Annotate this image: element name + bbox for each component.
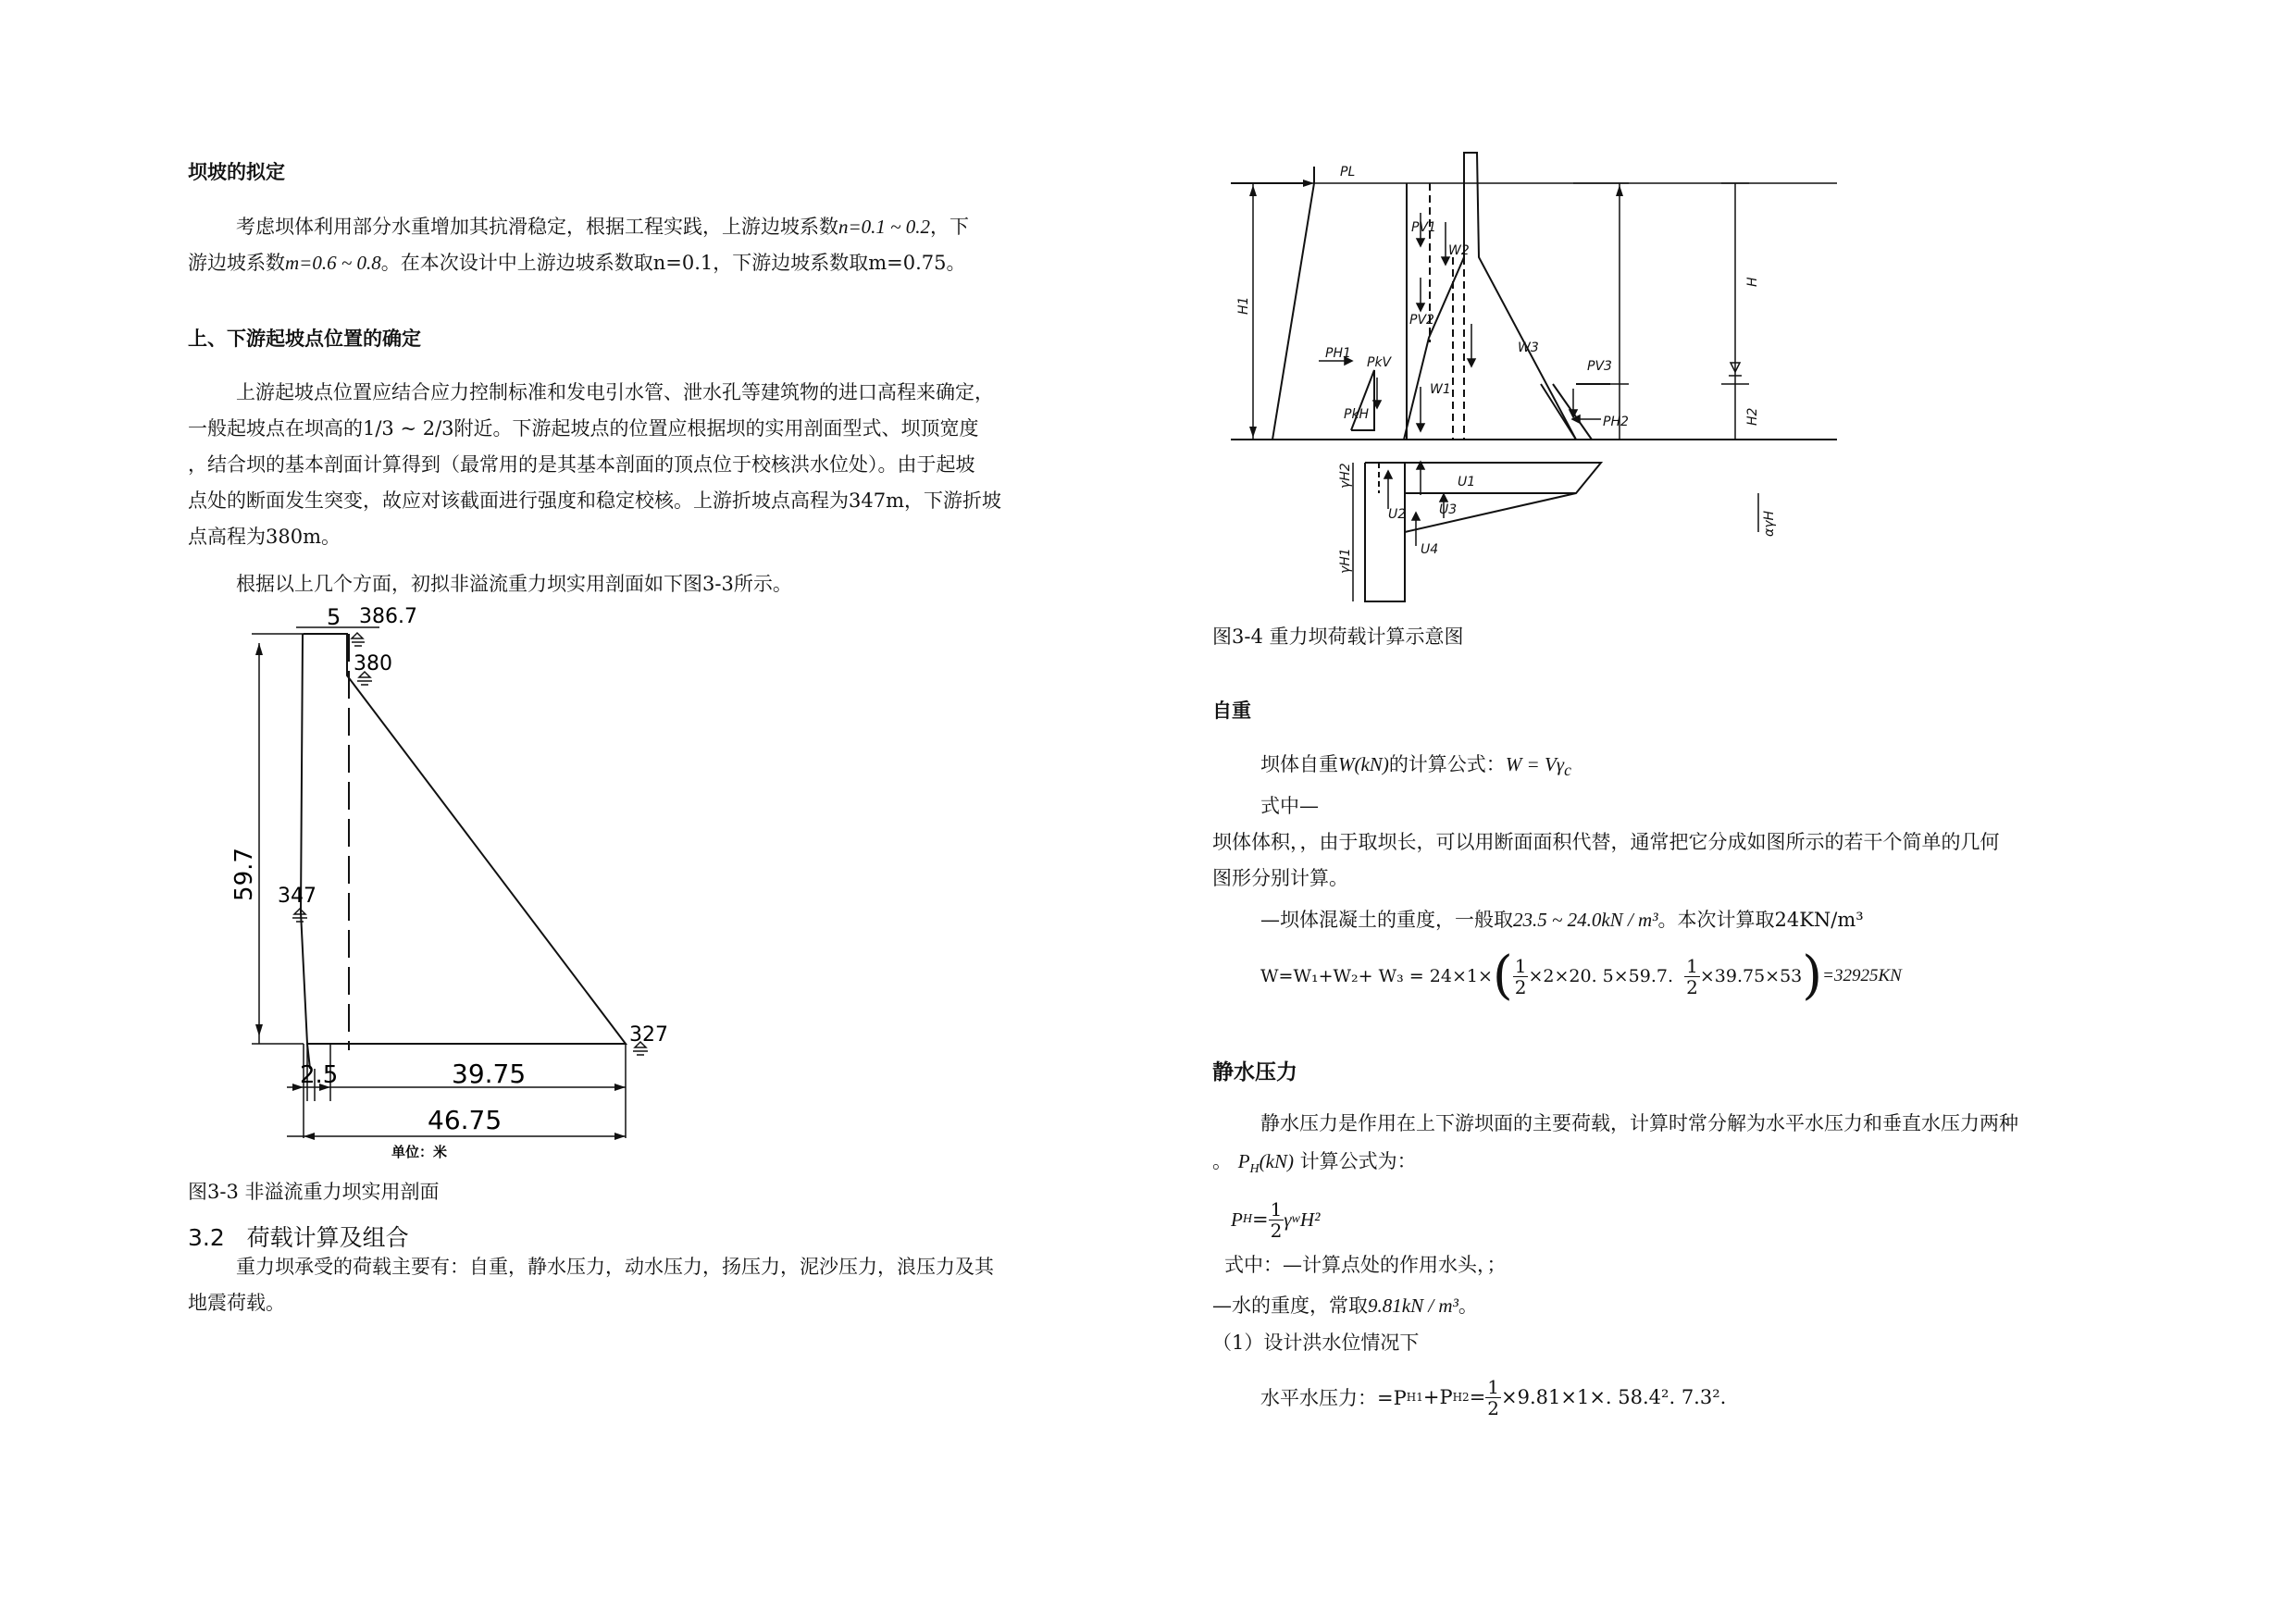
label-elev-347: 347 bbox=[278, 885, 316, 908]
text: 的计算公式： bbox=[1388, 753, 1506, 775]
paragraph-static-line3: 式中：—计算点处的作用水头，； bbox=[1224, 1254, 1507, 1276]
figure-3-3-caption: 图3-3 非溢流重力坝实用剖面 bbox=[188, 1181, 440, 1203]
math-sub: c bbox=[1564, 761, 1571, 780]
text: 考虑坝体利用部分水重增加其抗滑稳定，根据工程实践，上游边坡系数 bbox=[236, 216, 838, 238]
label-H: H bbox=[1745, 277, 1760, 287]
paragraph-static-line4 bbox=[1212, 1288, 1478, 1324]
math-range: =0.6 ~ 0.8 bbox=[299, 252, 381, 274]
section-heading bbox=[188, 1220, 409, 1253]
paragraph-break-line2: 一般起坡点在坝高的1/3 ~ 2/3附近。下游起坡点的位置应根据坝的实用剖面型式、坝顶宽度 bbox=[188, 417, 979, 440]
eq-part: W=W₁+W₂+ W₃ = 24×1× bbox=[1260, 966, 1493, 986]
math-W: W(kN) bbox=[1338, 753, 1389, 775]
dim-up-width: 2.5 bbox=[300, 1061, 339, 1089]
section-title: 荷载计算及组合 bbox=[246, 1224, 409, 1251]
eq-part: ×9.81×1×. 58.4². 7.3². bbox=[1501, 1386, 1727, 1408]
paren-close: ) bbox=[1802, 946, 1823, 1006]
label-PkH: PkH bbox=[1344, 407, 1370, 422]
denominator: 2 bbox=[1270, 1219, 1283, 1242]
paragraph-self-line1 bbox=[1260, 747, 1571, 788]
label-PV2: PV2 bbox=[1409, 313, 1434, 328]
eq-part: ×2×20. 5×59.7. bbox=[1528, 966, 1674, 986]
label-U4: U4 bbox=[1421, 542, 1439, 557]
fraction bbox=[1485, 1377, 1501, 1419]
fraction bbox=[1269, 1199, 1285, 1241]
heading-slope: 坝坡的拟定 bbox=[188, 161, 285, 183]
paragraph-load-line2: 地震荷载。 bbox=[188, 1292, 285, 1314]
dim-top-width: 5 bbox=[327, 604, 341, 630]
text: 。在本次设计中上游边坡系数取n=0.1，下游边坡系数取m=0.75。 bbox=[380, 252, 966, 274]
label-elev-crest: 386.7 bbox=[359, 605, 417, 628]
text: —水的重度，常取 bbox=[1212, 1295, 1368, 1317]
text: 游边坡系数 bbox=[188, 252, 285, 274]
label-U3: U3 bbox=[1439, 502, 1458, 517]
math-H2: H² bbox=[1299, 1208, 1321, 1231]
label-PV1: PV1 bbox=[1411, 220, 1436, 235]
equation-horizontal-pressure bbox=[1260, 1369, 1726, 1425]
label-PV3: PV3 bbox=[1587, 359, 1612, 374]
label-gammaH2: γH2 bbox=[1338, 463, 1353, 489]
label-gammaH1: γH1 bbox=[1338, 548, 1353, 574]
text: 计算公式为： bbox=[1299, 1150, 1417, 1172]
denominator: 2 bbox=[1487, 1396, 1500, 1419]
fraction bbox=[1684, 956, 1700, 997]
denominator: 2 bbox=[1514, 975, 1527, 998]
paragraph-static-line2 bbox=[1212, 1144, 1417, 1187]
paragraph-break-line1: 上游起坡点位置应结合应力控制标准和发电引水管、泄水孔等建筑物的进口高程来确定， bbox=[236, 381, 994, 403]
text: —坝体混凝土的重度，一般取 bbox=[1260, 909, 1513, 931]
label-H1: H1 bbox=[1236, 296, 1251, 315]
fraction bbox=[1513, 956, 1529, 997]
paragraph-case1: （1）设计洪水位情况下 bbox=[1212, 1332, 1420, 1354]
figure-3-4-load-diagram bbox=[1222, 148, 1851, 601]
numerator: 1 bbox=[1686, 954, 1698, 977]
label-PL: PL bbox=[1340, 165, 1356, 180]
eq-part: ×39.75×53 bbox=[1699, 966, 1803, 986]
math-sub: w bbox=[1291, 1212, 1300, 1226]
numerator: 1 bbox=[1514, 954, 1527, 977]
figure-3-4-caption: 图3-4 重力坝荷载计算示意图 bbox=[1212, 626, 1464, 648]
paragraph-break-line3: ，结合坝的基本剖面计算得到（最常用的是其基本剖面的顶点位于校核洪水位处）。由于起坡 bbox=[188, 453, 975, 476]
math-unit: 9.81kN / m³ bbox=[1368, 1295, 1458, 1317]
eq-equals: = bbox=[1251, 1208, 1269, 1231]
math-n: n bbox=[838, 216, 849, 238]
math-formula: W = Vγ bbox=[1505, 753, 1565, 775]
heading-self-weight: 自重 bbox=[1212, 700, 1251, 722]
math-P: P bbox=[1231, 1208, 1243, 1231]
figure-3-3-dam-section bbox=[222, 601, 703, 1160]
text: 坝体自重 bbox=[1260, 753, 1338, 775]
math-gamma: γ bbox=[1284, 1208, 1292, 1231]
label-U2: U2 bbox=[1388, 507, 1407, 522]
label-W1: W1 bbox=[1430, 382, 1451, 397]
math-sub: H bbox=[1249, 1162, 1260, 1177]
label-elev-380: 380 bbox=[354, 652, 392, 675]
label-H2: H2 bbox=[1745, 407, 1760, 426]
label-PkV: PkV bbox=[1367, 355, 1392, 370]
dim-total-width: 46.75 bbox=[428, 1105, 503, 1135]
paragraph-break-line4: 点处的断面发生突变，故应对该截面进行强度和稳定校核。上游折坡点高程为347m，下游折坡 bbox=[188, 489, 1001, 512]
heading-static-pressure: 静水压力 bbox=[1212, 1060, 1297, 1084]
label-W2: W2 bbox=[1448, 243, 1470, 258]
dim-height: 59.7 bbox=[230, 848, 258, 901]
label-U1: U1 bbox=[1458, 475, 1476, 489]
math-range: 23.5 ~ 24.0kN / m³ bbox=[1513, 909, 1658, 931]
eq-sub: H1 bbox=[1406, 1391, 1423, 1404]
label-agammaH: αγH bbox=[1762, 510, 1777, 537]
eq-part: = bbox=[1469, 1386, 1486, 1408]
paragraph-load-line1: 重力坝承受的荷载主要有：自重，静水压力，动水压力，扬压力，泥沙压力，浪压力及其 bbox=[236, 1256, 994, 1278]
label-unit: 单位：米 bbox=[391, 1144, 448, 1160]
math-range: =0.1 ~ 0.2 bbox=[848, 216, 931, 238]
paragraph-break-line6: 根据以上几个方面，初拟非溢流重力坝实用剖面如下图3-3所示。 bbox=[236, 573, 792, 595]
eq-part: +P bbox=[1422, 1386, 1453, 1408]
paragraph-static-line1: 静水压力是作用在上下游坝面的主要荷载，计算时常分解为水平水压力和垂直水压力两种 bbox=[1260, 1112, 2018, 1134]
section-number: 3.2 bbox=[188, 1224, 225, 1251]
text: 。 bbox=[1458, 1295, 1478, 1317]
heading-break-point: 上、下游起坡点位置的确定 bbox=[188, 328, 421, 350]
paragraph-self-line5 bbox=[1260, 902, 1864, 938]
paragraph-self-line3: 坝体体积，，由于取坝长，可以用断面面积代替，通常把它分成如图所示的若干个简单的几何 bbox=[1212, 831, 2000, 853]
paragraph-slope-line1 bbox=[236, 209, 969, 245]
numerator: 1 bbox=[1270, 1197, 1283, 1220]
text: ，下 bbox=[930, 216, 970, 238]
equation-self-weight bbox=[1260, 948, 1902, 1004]
text: 。 bbox=[1212, 1150, 1232, 1172]
label-W3: W3 bbox=[1518, 341, 1539, 355]
math-m: m bbox=[285, 252, 300, 274]
paragraph-self-line4: 图形分别计算。 bbox=[1212, 867, 1348, 889]
math-sub: H bbox=[1242, 1212, 1252, 1226]
text: 。本次计算取24KN/m³ bbox=[1657, 909, 1864, 931]
eq-sub: H2 bbox=[1452, 1391, 1470, 1404]
label-elev-327: 327 bbox=[629, 1023, 668, 1047]
paragraph-self-line2: 式中— bbox=[1260, 795, 1319, 817]
math-unit: (kN) bbox=[1259, 1150, 1294, 1172]
label-PH2: PH2 bbox=[1603, 415, 1629, 429]
paragraph-break-line5: 点高程为380m。 bbox=[188, 526, 341, 548]
dim-down-width: 39.75 bbox=[452, 1059, 527, 1089]
equation-PH bbox=[1231, 1194, 1320, 1245]
math-P: P bbox=[1237, 1150, 1250, 1172]
label-PH1: PH1 bbox=[1325, 346, 1351, 361]
paren-open: ( bbox=[1492, 946, 1513, 1006]
eq-result: =32925KN bbox=[1822, 966, 1902, 985]
denominator: 2 bbox=[1686, 975, 1698, 998]
eq-part: 水平水压力：=P bbox=[1260, 1387, 1407, 1409]
paragraph-slope-line2 bbox=[188, 245, 966, 281]
numerator: 1 bbox=[1487, 1375, 1500, 1398]
